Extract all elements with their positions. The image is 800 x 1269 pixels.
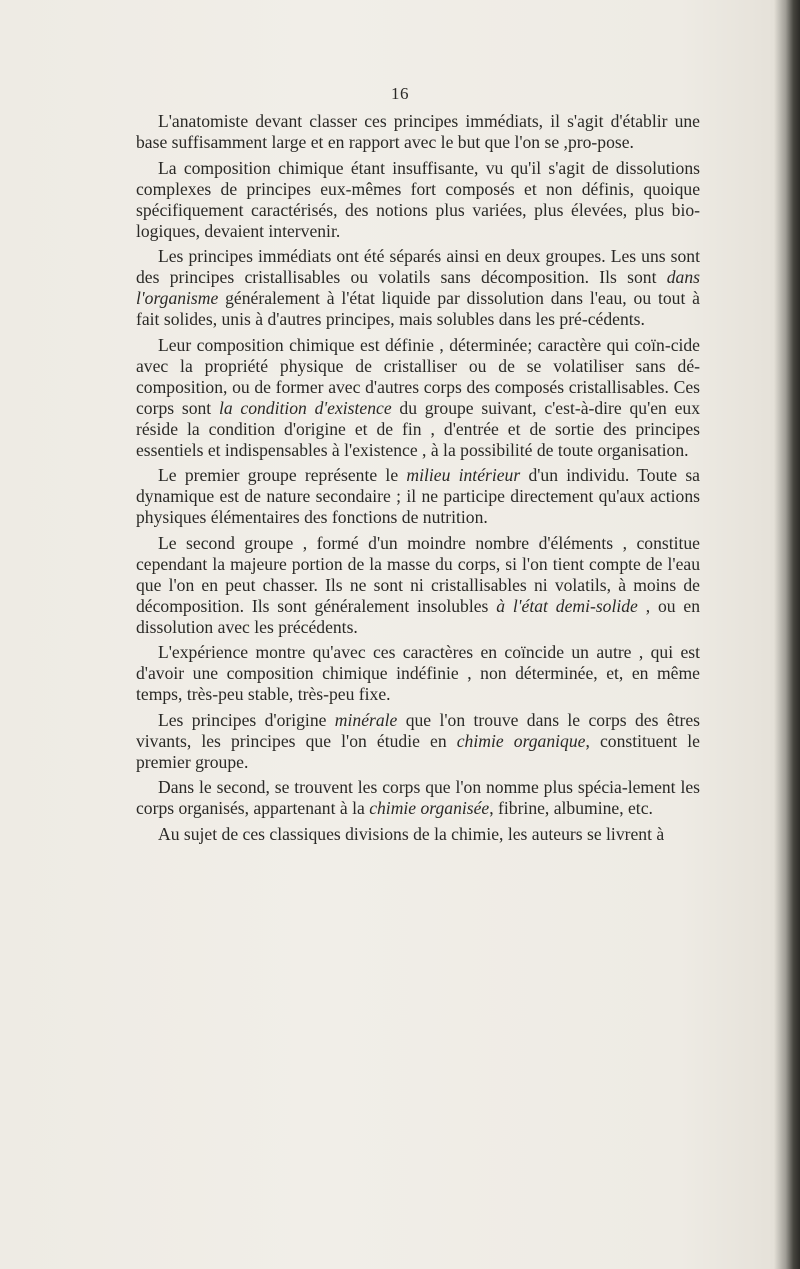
paragraph [136,246,700,330]
italic-text: à l'état demi-solide [496,595,638,616]
text-run: La composition chimique étant insuffisante, vu qu'il s'agit de dissolutions complexes de principes eux-mêmes fort composés et non définis, quoique spécifiquement caractérisés, des notions plus variées, plus élevées, plus bio-logiques, devaient intervenir. [136,157,700,241]
text-run: , ou en dissolution avec les précédents. [136,595,700,637]
paragraph [136,533,700,638]
italic-text: dans l'organisme [136,267,700,308]
text-run: Dans le second, se trouvent les corps que l'on nomme plus spécia-lement les corps organisés, appartenant à la [136,777,700,818]
italic-text: milieu intérieur [406,465,521,485]
italic-text: chimie organisée [369,798,490,818]
text-run: d'un individu. Toute sa dynamique est de nature secondaire ; il ne participe directement qu'aux actions physiques élémentaires des fonctions de nutrition. [136,465,700,527]
text-run: Le second groupe , formé d'un moindre nombre d'éléments , constitue cependant la majeure portion de la masse du corps, si l'on tient compte de l'eau que l'on en peut chasser. Ils ne sont ni cristallisables ni volatils, à moins de décomposition. Ils sont généralement insolubles [136,532,700,616]
text-run: généralement à l'état liquide par dissolution dans l'eau, ou tout à fait solides, unis à d'autres principes, mais solubles dans les pré-cédents. [136,288,700,329]
text-run: du groupe suivant, c'est-à-dire qu'en eux réside la condition d'origine et de fin , d'entrée et de sortie des principes essentiels et indispensables à l'existence , à la possibilité de toute organisation. [136,397,701,460]
paragraph [136,777,700,819]
text-run: Les principes d'origine [158,709,335,730]
paragraph [136,465,700,528]
italic-text: la condition d'existence [218,397,392,418]
text-run: que l'on trouve dans le corps des êtres vivants, les principes que l'on étudie en [136,709,700,751]
paragraph [136,642,700,705]
paragraph [136,824,700,845]
paragraph [136,111,700,153]
italic-text: minérale [334,709,398,730]
text-run: Les principes immédiats ont été séparés ainsi en deux groupes. Les uns sont des principes cristallisables ou volatils sans décomposition. Ils sont [136,246,700,287]
paragraph [136,335,700,461]
text-run: L'anatomiste devant classer ces principes immédiats, il s'agit d'établir une base suffisamment large et en rapport avec le but que l'on se ,pro-pose. [136,111,700,152]
body-text [136,111,700,849]
paragraph [136,158,700,242]
italic-text: chimie organique [456,730,586,751]
text-run: Le premier groupe représente le [158,465,407,485]
text-run: Leur composition chimique est définie , déterminée; caractère qui coïn-cide avec la propriété physique de cristalliser ou de se volatiliser sans dé-composition, ou de former avec d'autres corps des composés cristallisables. Ces corps sont [136,334,700,418]
text-run: , fibrine, albumine, etc. [489,798,653,818]
page-number: 16 [391,84,409,103]
text-run: L'expérience montre qu'avec ces caractères en coïncide un autre , qui est d'avoir une composition chimique indéfinie , non déterminée, et, en même temps, très-peu stable, très-peu fixe. [136,642,700,704]
text-run: Au sujet de ces classiques divisions de la chimie, les auteurs se livrent à [158,823,665,844]
text-run: , constituent le premier groupe. [136,730,700,772]
page-binding-shadow [774,0,800,1269]
paragraph [136,710,700,773]
